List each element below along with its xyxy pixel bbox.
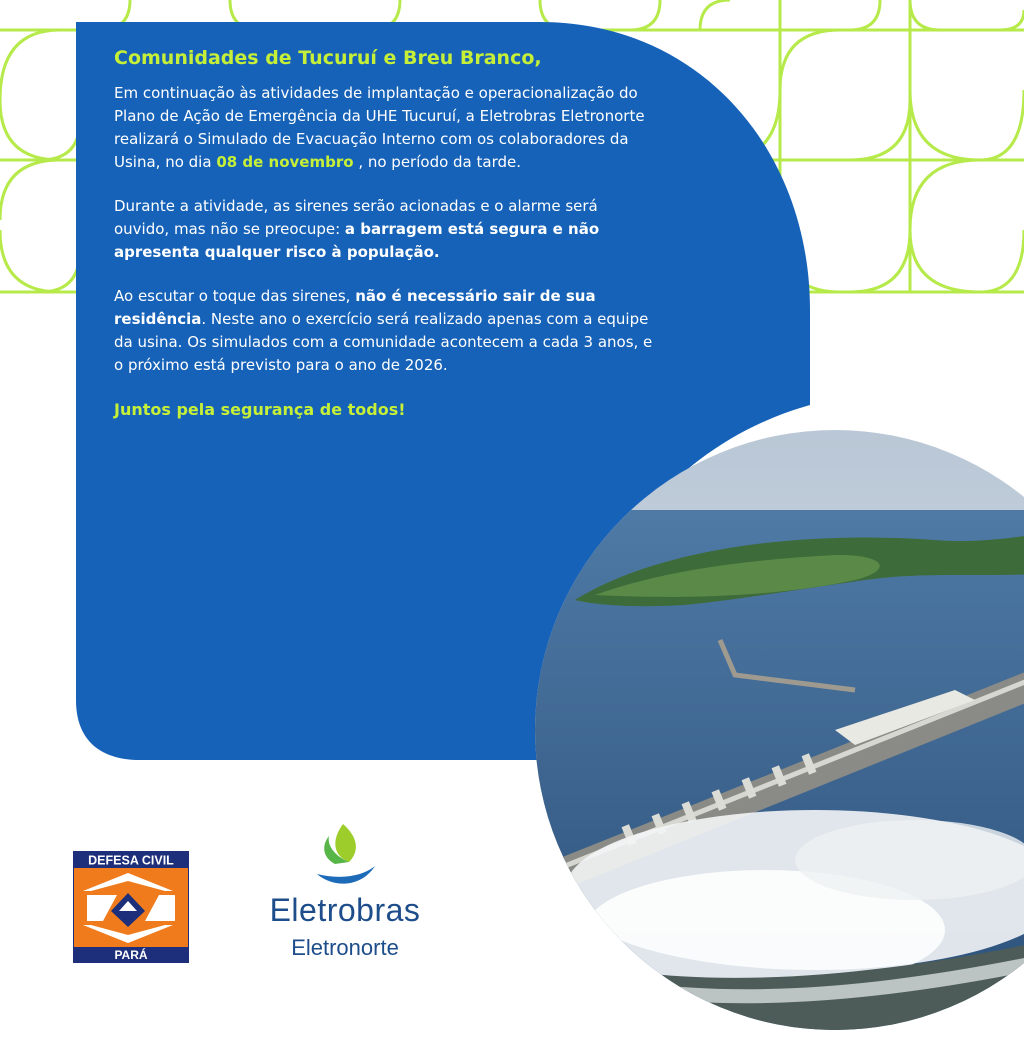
- paragraph-2-bold: a barragem está segura e não apresenta qualquer risco à população.: [114, 220, 600, 261]
- defesa-civil-emblem-icon: [73, 851, 189, 963]
- paragraph-1-text: Em continuação às atividades de implantação e operacionalização do Plano de Ação de Emergência da UHE Tucuruí, a Eletrobras Eletronorte realizará o Simulado de Evacuação Interno com os colaboradores da Usina, no dia: [114, 84, 645, 171]
- paragraph-3-text: Ao escutar o toque das sirenes,: [114, 287, 356, 305]
- notice-paragraph-3: [114, 285, 654, 377]
- defesa-civil-top-label: DEFESA CIVIL: [88, 853, 174, 868]
- notice-paragraph-1: [114, 82, 654, 174]
- notice-title: Comunidades de Tucuruí e Breu Branco,: [114, 47, 542, 69]
- defesa-civil-bottom-label: PARÁ: [114, 948, 148, 962]
- paragraph-3-bold: não é necessário sair de sua residência: [114, 287, 596, 328]
- eletrobras-logo: [255, 822, 455, 972]
- paragraph-2-text: Durante a atividade, as sirenes serão acionadas e o alarme será ouvido, mas não se preocupe:: [114, 197, 598, 238]
- eletronorte-name: Eletronorte: [291, 935, 399, 960]
- dam-aerial-photo: [535, 430, 1024, 1050]
- paragraph-1-end: , no período da tarde.: [353, 153, 522, 171]
- eletrobras-leaf-icon: [313, 822, 379, 892]
- notice-paragraph-2: [114, 195, 654, 264]
- eletrobras-name: Eletrobras: [269, 892, 421, 928]
- closing-slogan: Juntos pela segurança de todos!: [114, 400, 406, 419]
- event-date: 08 de novembro: [216, 153, 354, 171]
- notice-content: [114, 46, 654, 421]
- paragraph-3-end: . Neste ano o exercício será realizado apenas com a equipe da usina. Os simulados com a comunidade acontecem a cada 3 anos, e o próximo está previsto para o ano de 2026.: [114, 310, 653, 374]
